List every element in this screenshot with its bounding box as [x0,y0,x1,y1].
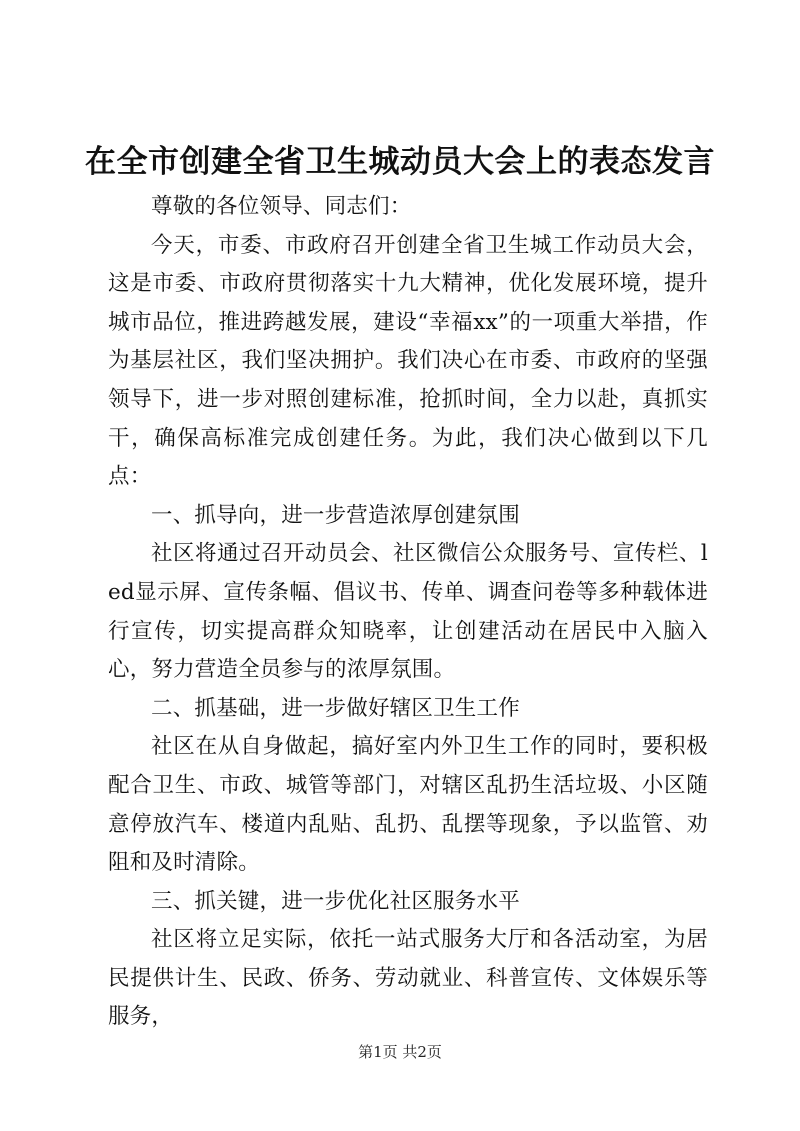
section-body-1: 社区将通过召开动员会、社区微信公众服务号、宣传栏、led显示屏、宣传条幅、倡议书、传单、调查问卷等多种载体进行宣传，切实提高群众知晓率，让创建活动在居民中入脑入心，努力营造全员参与的浓厚氛围。 [108,541,708,683]
section-heading-3: 三、抓关键，进一步优化社区服务水平 [151,888,520,914]
salutation: 尊敬的各位领导、同志们： [151,194,412,219]
section-heading-2: 二、抓基础，进一步做好辖区卫生工作 [151,695,520,721]
section-heading-1: 一、抓导向，进一步营造浓厚创建氛围 [151,502,520,528]
document-body [108,188,708,1037]
section-body-2: 社区在从自身做起，搞好室内外卫生工作的同时，要积极配合卫生、市政、城管等部门，对辖区乱扔生活垃圾、小区随意停放汽车、楼道内乱贴、乱扔、乱摆等现象，予以监管、劝阻和及时清除。 [108,734,708,876]
page-footer: 第1页 共2页 [358,1043,442,1061]
intro-paragraph: 今天，市委、市政府召开创建全省卫生城工作动员大会，这是市委、市政府贯彻落实十九大精神，优化发展环境，提升城市品位，推进跨越发展，建设“幸福xx”的一项重大举措，作为基层社区，我们坚决拥护。我们决心在市委、市政府的坚强领导下，进一步对照创建标准，抢抓时间，全力以赴，真抓实干，确保高标准完成创建任务。为此，我们决心做到以下几点： [108,232,708,490]
document-title: 在全市创建全省卫生城动员大会上的表态发言 [85,144,715,180]
section-body-3: 社区将立足实际，依托一站式服务大厅和各活动室，为居民提供计生、民政、侨务、劳动就业、科普宣传、文体娱乐等服务， [108,927,708,1030]
